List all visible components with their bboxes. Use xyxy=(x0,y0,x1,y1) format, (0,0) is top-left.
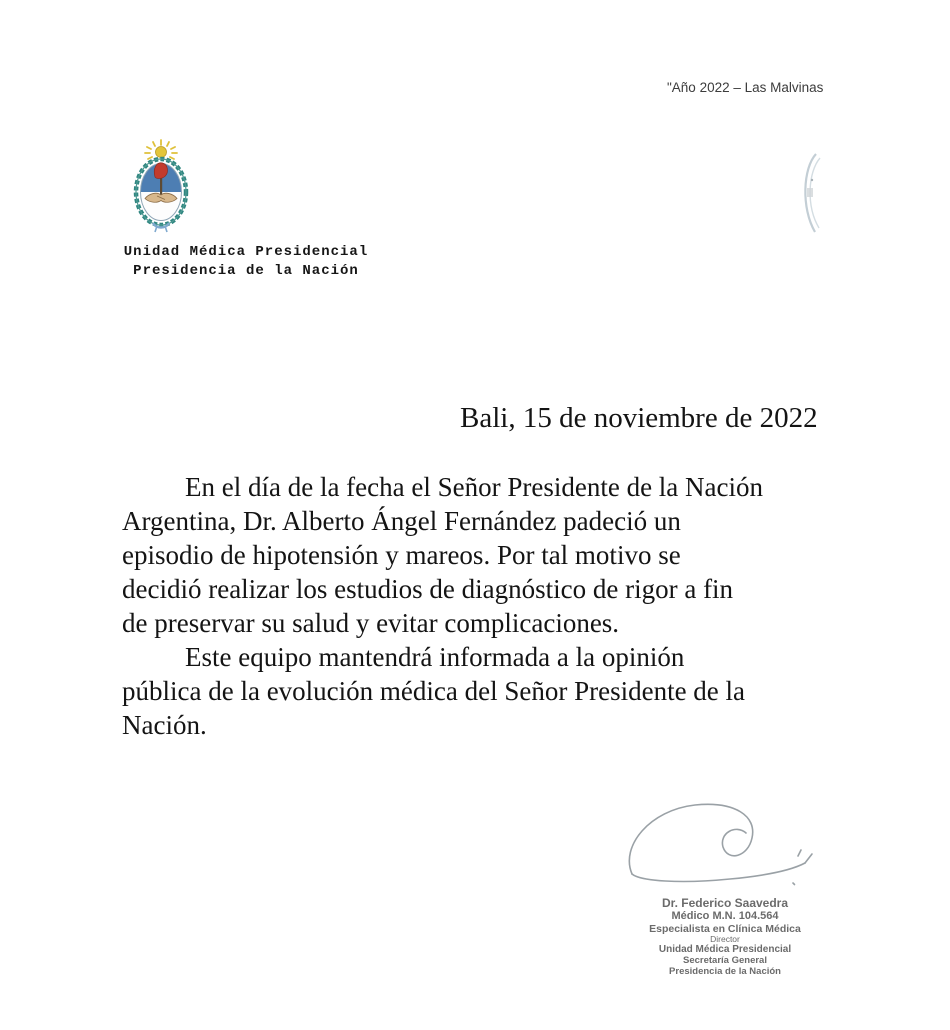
signer-office: Presidencia de la Nación xyxy=(669,966,781,977)
signer-unit: Unidad Médica Presidencial xyxy=(658,944,792,955)
body-line: En el día de la fecha el Señor Presidente de la Nación xyxy=(185,472,764,502)
signature-stroke-icon xyxy=(600,798,840,893)
dateline: Bali, 15 de noviembre de 2022 xyxy=(460,402,818,434)
year-legend: "Año 2022 – Las Malvinas xyxy=(667,80,824,95)
letterhead-org-name xyxy=(112,243,380,281)
body-line: Este equipo mantendrá informada a la opinión xyxy=(185,642,685,672)
signer-registration: Médico M.N. 104.564 xyxy=(671,910,779,922)
argentina-coat-of-arms-icon xyxy=(122,137,200,237)
org-line-2: Presidencia de la Nación xyxy=(133,263,359,279)
signature-block xyxy=(612,896,838,977)
signer-role: Director xyxy=(710,934,740,944)
body-line: de preservar su salud y evitar complicaciones. xyxy=(122,608,620,638)
partial-stamp-watermark xyxy=(795,152,829,234)
body-line: Argentina, Dr. Alberto Ángel Fernández padeció un xyxy=(122,506,681,536)
body-line: Nación. xyxy=(122,710,207,740)
body-line: decidió realizar los estudios de diagnóstico de rigor a fin xyxy=(122,574,734,604)
body-line: pública de la evolución médica del Señor Presidente de la xyxy=(122,676,746,706)
signer-secretariat: Secretaría General xyxy=(683,955,767,966)
signer-specialty: Especialista en Clínica Médica xyxy=(649,923,801,935)
letter-body xyxy=(122,470,862,742)
signer-name: Dr. Federico Saavedra xyxy=(661,896,789,910)
body-line: episodio de hipotensión y mareos. Por tal motivo se xyxy=(122,540,681,570)
org-line-1: Unidad Médica Presidencial xyxy=(123,244,369,260)
